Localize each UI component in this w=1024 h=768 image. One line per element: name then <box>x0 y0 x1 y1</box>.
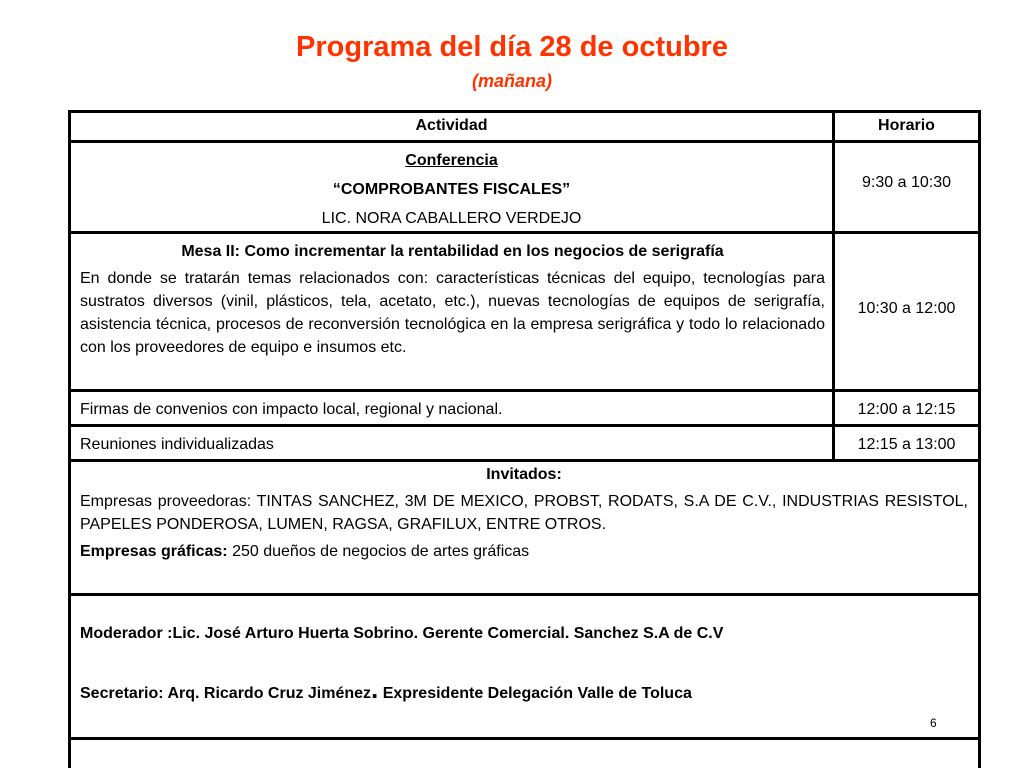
invitados-providers: Empresas proveedoras: TINTAS SANCHEZ, 3M DE MEXICO, PROBST, RODATS, S.A DE C.V., INDUSTRIAS RESISTOL, PAPELES PONDEROSA, LUMEN, RAGSA, GRAFILUX, ENTRE OTROS. <box>80 493 968 533</box>
moderator-line: Moderador :Lic. José Arturo Huerta Sobrino. Gerente Comercial. Sanchez S.A de C.V <box>80 625 724 642</box>
table-divider <box>68 389 981 392</box>
graphics-value: 250 dueños de negocios de artes gráficas <box>227 543 530 560</box>
invitados-heading: Invitados: <box>486 466 562 483</box>
section-divider <box>68 737 981 740</box>
secretary-line <box>80 674 968 705</box>
secretary-name: Secretario: Arq. Ricardo Cruz Jiménez <box>80 685 372 702</box>
box-border-right <box>978 459 981 768</box>
row-heading: Conferencia <box>405 152 498 169</box>
page-subtitle: (mañana) <box>471 71 552 91</box>
invitados-content <box>80 463 968 563</box>
box-border-left <box>68 459 71 768</box>
row-time: 10:30 a 12:00 <box>857 300 956 317</box>
table-divider <box>68 231 981 234</box>
table-border-right <box>978 110 981 462</box>
invitados-graphics <box>80 540 968 563</box>
row-heading: Mesa II: Como incrementar la rentabilidad en los negocios de serigrafía <box>181 243 724 260</box>
section-divider <box>68 593 981 596</box>
row-line: LIC. NORA CABALLERO VERDEJO <box>321 210 582 227</box>
row-line: “COMPROBANTES FISCALES” <box>332 181 571 198</box>
row-body: En donde se tratarán temas relacionados con: características técnicas del equipo, tecnologías para sustratos diversos (vinil, plásticos, tela, acetato, etc.), nuevas tecnologías de equipos de serigrafía, asistencia técnica, procesos de reconversión tecnológica en la empresa serigráfica y todo lo relacionado con los proveedores de equipo e insumos etc. <box>80 270 825 356</box>
header-time: Horario <box>878 117 935 134</box>
page-title: Programa del día 28 de octubre <box>296 31 728 63</box>
row-time: 12:00 a 12:15 <box>857 401 956 418</box>
table-divider <box>68 140 981 143</box>
table-row <box>80 240 825 359</box>
header-activity: Actividad <box>415 117 488 134</box>
row-time: 12:15 a 13:00 <box>857 436 956 453</box>
table-row <box>71 149 832 230</box>
row-activity: Firmas de convenios con impacto local, regional y nacional. <box>80 401 503 418</box>
secretary-role: Expresidente Delegación Valle de Toluca <box>378 685 692 702</box>
table-divider <box>68 459 981 462</box>
graphics-label: Empresas gráficas: <box>80 543 228 560</box>
table-divider <box>68 424 981 427</box>
row-time: 9:30 a 10:30 <box>862 174 951 191</box>
secretary-dot: . <box>371 674 379 704</box>
page-number: 6 <box>930 716 937 730</box>
table-border-top <box>68 110 981 113</box>
row-activity: Reuniones individualizadas <box>80 436 274 453</box>
